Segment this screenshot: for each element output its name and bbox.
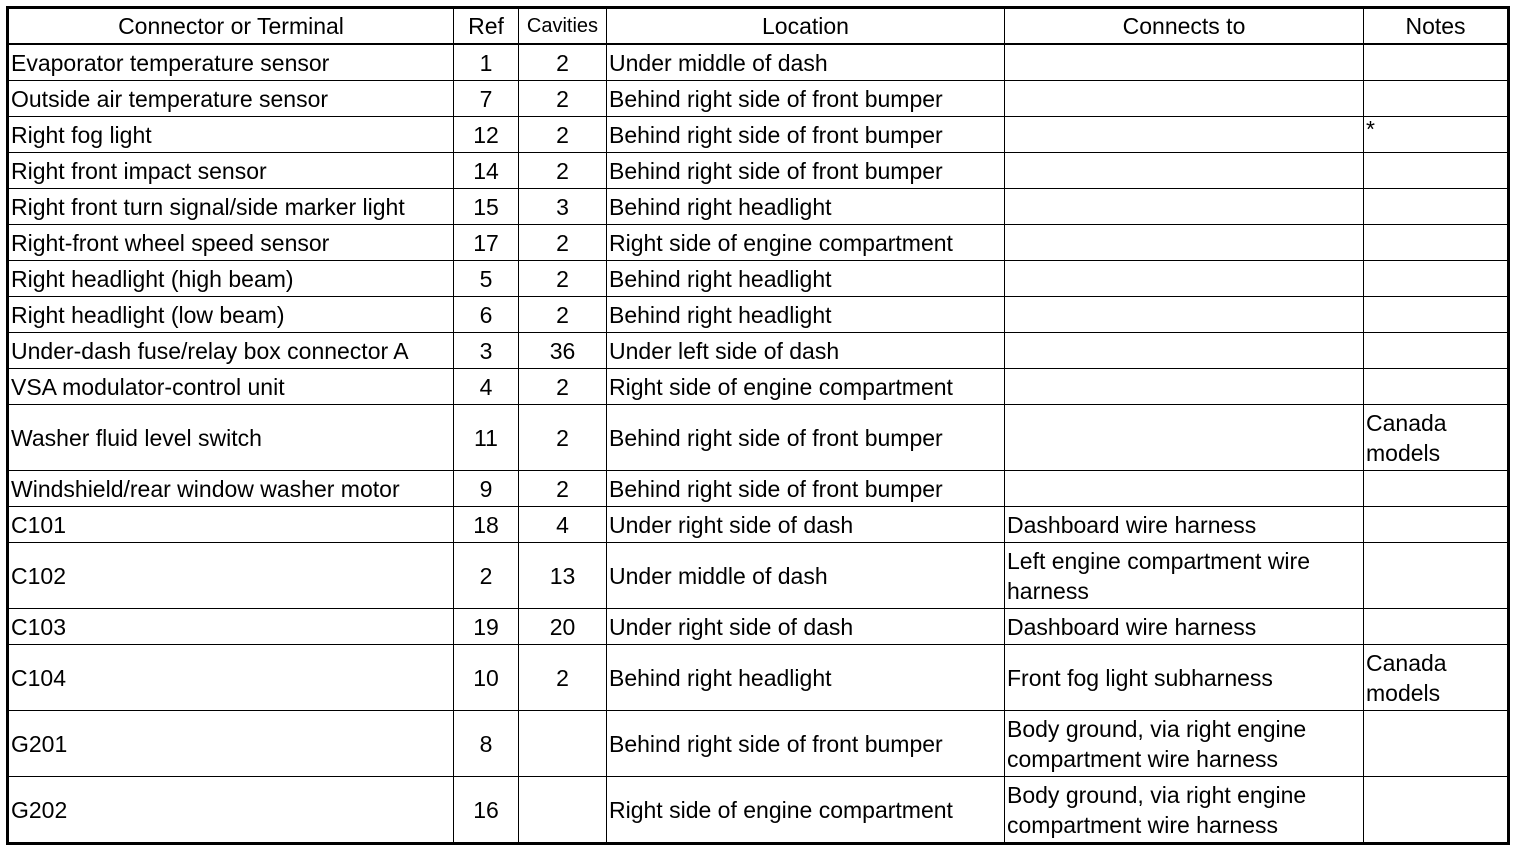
- cell-cavities: 3: [519, 189, 607, 225]
- cell-connector: VSA modulator-control unit: [8, 369, 454, 405]
- cell-location: Under right side of dash: [607, 507, 1005, 543]
- cell-connector: G202: [8, 777, 454, 844]
- header-notes: Notes: [1364, 8, 1509, 45]
- cell-notes: [1364, 369, 1509, 405]
- cell-notes: [1364, 471, 1509, 507]
- cell-connector: Under-dash fuse/relay box connector A: [8, 333, 454, 369]
- cell-connector: Right-front wheel speed sensor: [8, 225, 454, 261]
- cell-connector: Right fog light: [8, 117, 454, 153]
- cell-ref: 2: [454, 543, 519, 609]
- cell-connects-to: [1005, 297, 1364, 333]
- cell-cavities: 2: [519, 471, 607, 507]
- cell-connector: Outside air temperature sensor: [8, 81, 454, 117]
- cell-notes: [1364, 153, 1509, 189]
- header-connector: Connector or Terminal: [8, 8, 454, 45]
- table-body: [8, 44, 1509, 844]
- table-row: [8, 369, 1509, 405]
- table-row: [8, 507, 1509, 543]
- cell-location: Right side of engine compartment: [607, 777, 1005, 844]
- cell-ref: 4: [454, 369, 519, 405]
- cell-ref: 16: [454, 777, 519, 844]
- cell-ref: 15: [454, 189, 519, 225]
- cell-notes: [1364, 609, 1509, 645]
- cell-cavities: 2: [519, 117, 607, 153]
- table-row: [8, 471, 1509, 507]
- cell-location: Behind right headlight: [607, 297, 1005, 333]
- table-row: [8, 645, 1509, 711]
- cell-location: Right side of engine compartment: [607, 225, 1005, 261]
- cell-connects-to: Dashboard wire harness: [1005, 507, 1364, 543]
- cell-connects-to: Dashboard wire harness: [1005, 609, 1364, 645]
- cell-location: Under left side of dash: [607, 333, 1005, 369]
- cell-cavities: 2: [519, 81, 607, 117]
- cell-ref: 7: [454, 81, 519, 117]
- cell-cavities: 2: [519, 405, 607, 471]
- cell-connects-to: [1005, 369, 1364, 405]
- cell-notes: *: [1364, 117, 1509, 153]
- table-row: [8, 609, 1509, 645]
- cell-location: Behind right side of front bumper: [607, 117, 1005, 153]
- table-row: [8, 711, 1509, 777]
- cell-connector: Washer fluid level switch: [8, 405, 454, 471]
- connector-table: [6, 6, 1510, 845]
- cell-location: Behind right side of front bumper: [607, 405, 1005, 471]
- cell-connects-to: [1005, 261, 1364, 297]
- cell-connector: C101: [8, 507, 454, 543]
- cell-notes: [1364, 44, 1509, 81]
- cell-ref: 5: [454, 261, 519, 297]
- cell-notes: [1364, 297, 1509, 333]
- cell-ref: 17: [454, 225, 519, 261]
- cell-ref: 19: [454, 609, 519, 645]
- table-row: [8, 261, 1509, 297]
- cell-connects-to: Front fog light subharness: [1005, 645, 1364, 711]
- cell-notes: [1364, 777, 1509, 844]
- cell-cavities: [519, 711, 607, 777]
- table-row: [8, 153, 1509, 189]
- cell-location: Under middle of dash: [607, 44, 1005, 81]
- cell-ref: 12: [454, 117, 519, 153]
- cell-connector: G201: [8, 711, 454, 777]
- table-row: [8, 117, 1509, 153]
- cell-connects-to: [1005, 333, 1364, 369]
- cell-ref: 14: [454, 153, 519, 189]
- cell-cavities: 2: [519, 369, 607, 405]
- header-location: Location: [607, 8, 1005, 45]
- cell-notes: [1364, 711, 1509, 777]
- cell-connects-to: [1005, 117, 1364, 153]
- cell-cavities: 20: [519, 609, 607, 645]
- cell-connects-to: [1005, 153, 1364, 189]
- cell-cavities: 2: [519, 44, 607, 81]
- header-connects-to: Connects to: [1005, 8, 1364, 45]
- cell-location: Under middle of dash: [607, 543, 1005, 609]
- table-row: [8, 189, 1509, 225]
- cell-cavities: 13: [519, 543, 607, 609]
- cell-cavities: 36: [519, 333, 607, 369]
- cell-ref: 10: [454, 645, 519, 711]
- cell-notes: Canada models: [1364, 645, 1509, 711]
- cell-cavities: 2: [519, 153, 607, 189]
- table-row: [8, 333, 1509, 369]
- cell-notes: [1364, 507, 1509, 543]
- table-row: [8, 44, 1509, 81]
- cell-connects-to: [1005, 225, 1364, 261]
- cell-notes: [1364, 333, 1509, 369]
- cell-connects-to: [1005, 471, 1364, 507]
- cell-notes: [1364, 543, 1509, 609]
- cell-connector: Right front turn signal/side marker light: [8, 189, 454, 225]
- cell-ref: 9: [454, 471, 519, 507]
- cell-notes: Canada models: [1364, 405, 1509, 471]
- cell-cavities: 2: [519, 297, 607, 333]
- header-cavities: Cavities: [519, 8, 607, 45]
- cell-ref: 6: [454, 297, 519, 333]
- table-row: [8, 297, 1509, 333]
- cell-connector: Windshield/rear window washer motor: [8, 471, 454, 507]
- cell-location: Behind right headlight: [607, 261, 1005, 297]
- cell-cavities: [519, 777, 607, 844]
- table-row: [8, 405, 1509, 471]
- cell-connects-to: Body ground, via right engine compartment wire harness: [1005, 711, 1364, 777]
- cell-location: Behind right side of front bumper: [607, 471, 1005, 507]
- cell-location: Behind right side of front bumper: [607, 711, 1005, 777]
- cell-notes: [1364, 189, 1509, 225]
- cell-notes: [1364, 225, 1509, 261]
- cell-connects-to: [1005, 189, 1364, 225]
- cell-location: Behind right side of front bumper: [607, 153, 1005, 189]
- cell-ref: 18: [454, 507, 519, 543]
- header-ref: Ref: [454, 8, 519, 45]
- cell-connects-to: Body ground, via right engine compartment wire harness: [1005, 777, 1364, 844]
- table-row: [8, 543, 1509, 609]
- cell-notes: [1364, 81, 1509, 117]
- cell-notes: [1364, 261, 1509, 297]
- cell-connects-to: [1005, 81, 1364, 117]
- cell-connector: C102: [8, 543, 454, 609]
- cell-ref: 3: [454, 333, 519, 369]
- table-header-row: [8, 8, 1509, 45]
- table-row: [8, 777, 1509, 844]
- cell-connector: Right headlight (low beam): [8, 297, 454, 333]
- table-row: [8, 81, 1509, 117]
- cell-connector: C103: [8, 609, 454, 645]
- cell-ref: 11: [454, 405, 519, 471]
- cell-location: Behind right side of front bumper: [607, 81, 1005, 117]
- cell-connector: Evaporator temperature sensor: [8, 44, 454, 81]
- cell-location: Under right side of dash: [607, 609, 1005, 645]
- cell-connector: Right headlight (high beam): [8, 261, 454, 297]
- cell-cavities: 2: [519, 261, 607, 297]
- cell-ref: 8: [454, 711, 519, 777]
- cell-connects-to: [1005, 44, 1364, 81]
- cell-connects-to: [1005, 405, 1364, 471]
- cell-location: Behind right headlight: [607, 189, 1005, 225]
- cell-cavities: 2: [519, 225, 607, 261]
- cell-cavities: 4: [519, 507, 607, 543]
- cell-ref: 1: [454, 44, 519, 81]
- cell-location: Behind right headlight: [607, 645, 1005, 711]
- cell-cavities: 2: [519, 645, 607, 711]
- cell-connects-to: Left engine compartment wire harness: [1005, 543, 1364, 609]
- cell-connector: Right front impact sensor: [8, 153, 454, 189]
- table-row: [8, 225, 1509, 261]
- cell-connector: C104: [8, 645, 454, 711]
- cell-location: Right side of engine compartment: [607, 369, 1005, 405]
